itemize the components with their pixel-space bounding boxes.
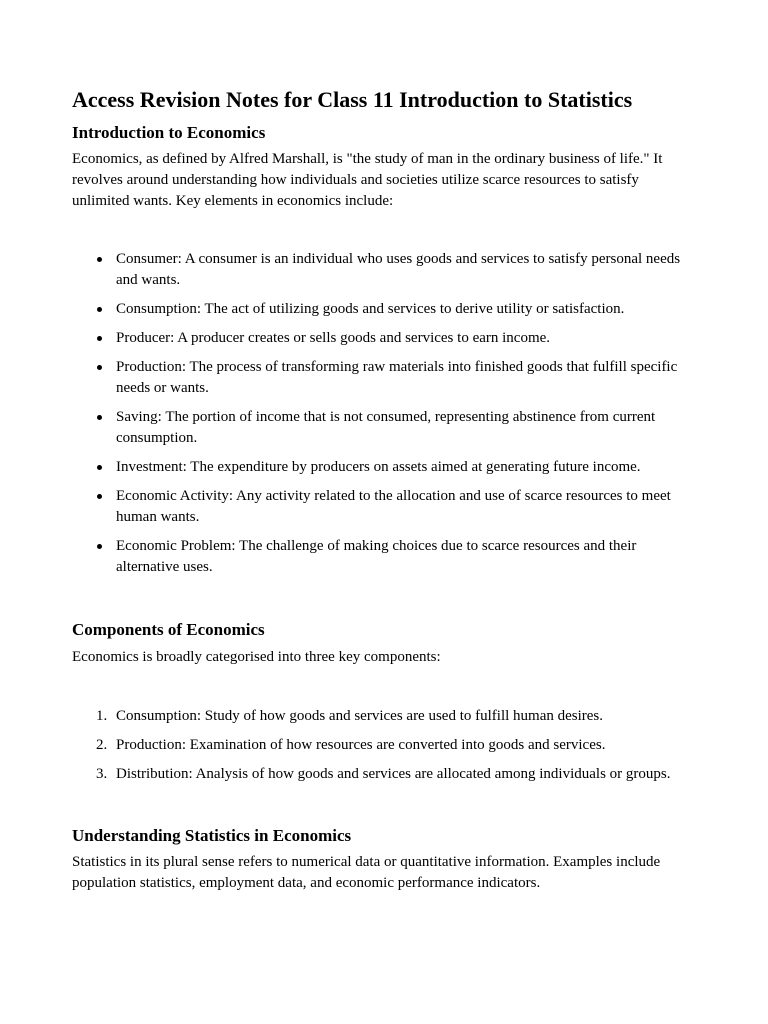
list-item-text: Distribution: Analysis of how goods and services are allocated among individuals or groups. (116, 766, 671, 782)
list-item: Consumer: A consumer is an individual who uses goods and services to satisfy personal needs and wants. (72, 249, 692, 291)
list-item (72, 764, 692, 785)
section-heading-statistics: Understanding Statistics in Economics (72, 826, 352, 845)
section-paragraph-components: Economics is broadly categorised into three key components: (72, 649, 441, 665)
section-paragraph-introduction: Economics, as defined by Alfred Marshall, is "the study of man in the ordinary business of life." It revolves around understanding how individuals and societies utilize scarce resources to satisfy unlimited wants. Key elements in economics include: (72, 151, 663, 209)
list-item (72, 735, 692, 756)
list-item (72, 706, 692, 727)
list-item: Economic Activity: Any activity related to the allocation and use of scarce resources to meet human wants. (72, 486, 692, 528)
list-item: Production: The process of transforming raw materials into finished goods that fulfill specific needs or wants. (72, 357, 692, 399)
components-list (72, 706, 692, 793)
section-heading-components: Components of Economics (72, 620, 265, 639)
list-item: Investment: The expenditure by producers on assets aimed at generating future income. (72, 457, 692, 478)
list-item: Economic Problem: The challenge of making choices due to scarce resources and their alternative uses. (72, 536, 692, 578)
section-heading-introduction: Introduction to Economics (72, 123, 266, 142)
key-elements-list (72, 249, 692, 586)
list-item-number: 2. (96, 737, 108, 753)
list-item: Producer: A producer creates or sells goods and services to earn income. (72, 328, 692, 349)
list-item-text: Consumption: Study of how goods and services are used to fulfill human desires. (116, 708, 604, 724)
section-paragraph-statistics: Statistics in its plural sense refers to numerical data or quantitative information. Examples include population statistics, employment data, and economic performance indicators. (72, 854, 661, 891)
list-item-number: 3. (96, 766, 108, 782)
list-item-number: 1. (96, 708, 108, 724)
page-title: Access Revision Notes for Class 11 Introduction to Statistics (72, 87, 633, 112)
list-item: Consumption: The act of utilizing goods and services to derive utility or satisfaction. (72, 299, 692, 320)
list-item-text: Production: Examination of how resources are converted into goods and services. (116, 737, 606, 753)
list-item: Saving: The portion of income that is not consumed, representing abstinence from current consumption. (72, 407, 692, 449)
